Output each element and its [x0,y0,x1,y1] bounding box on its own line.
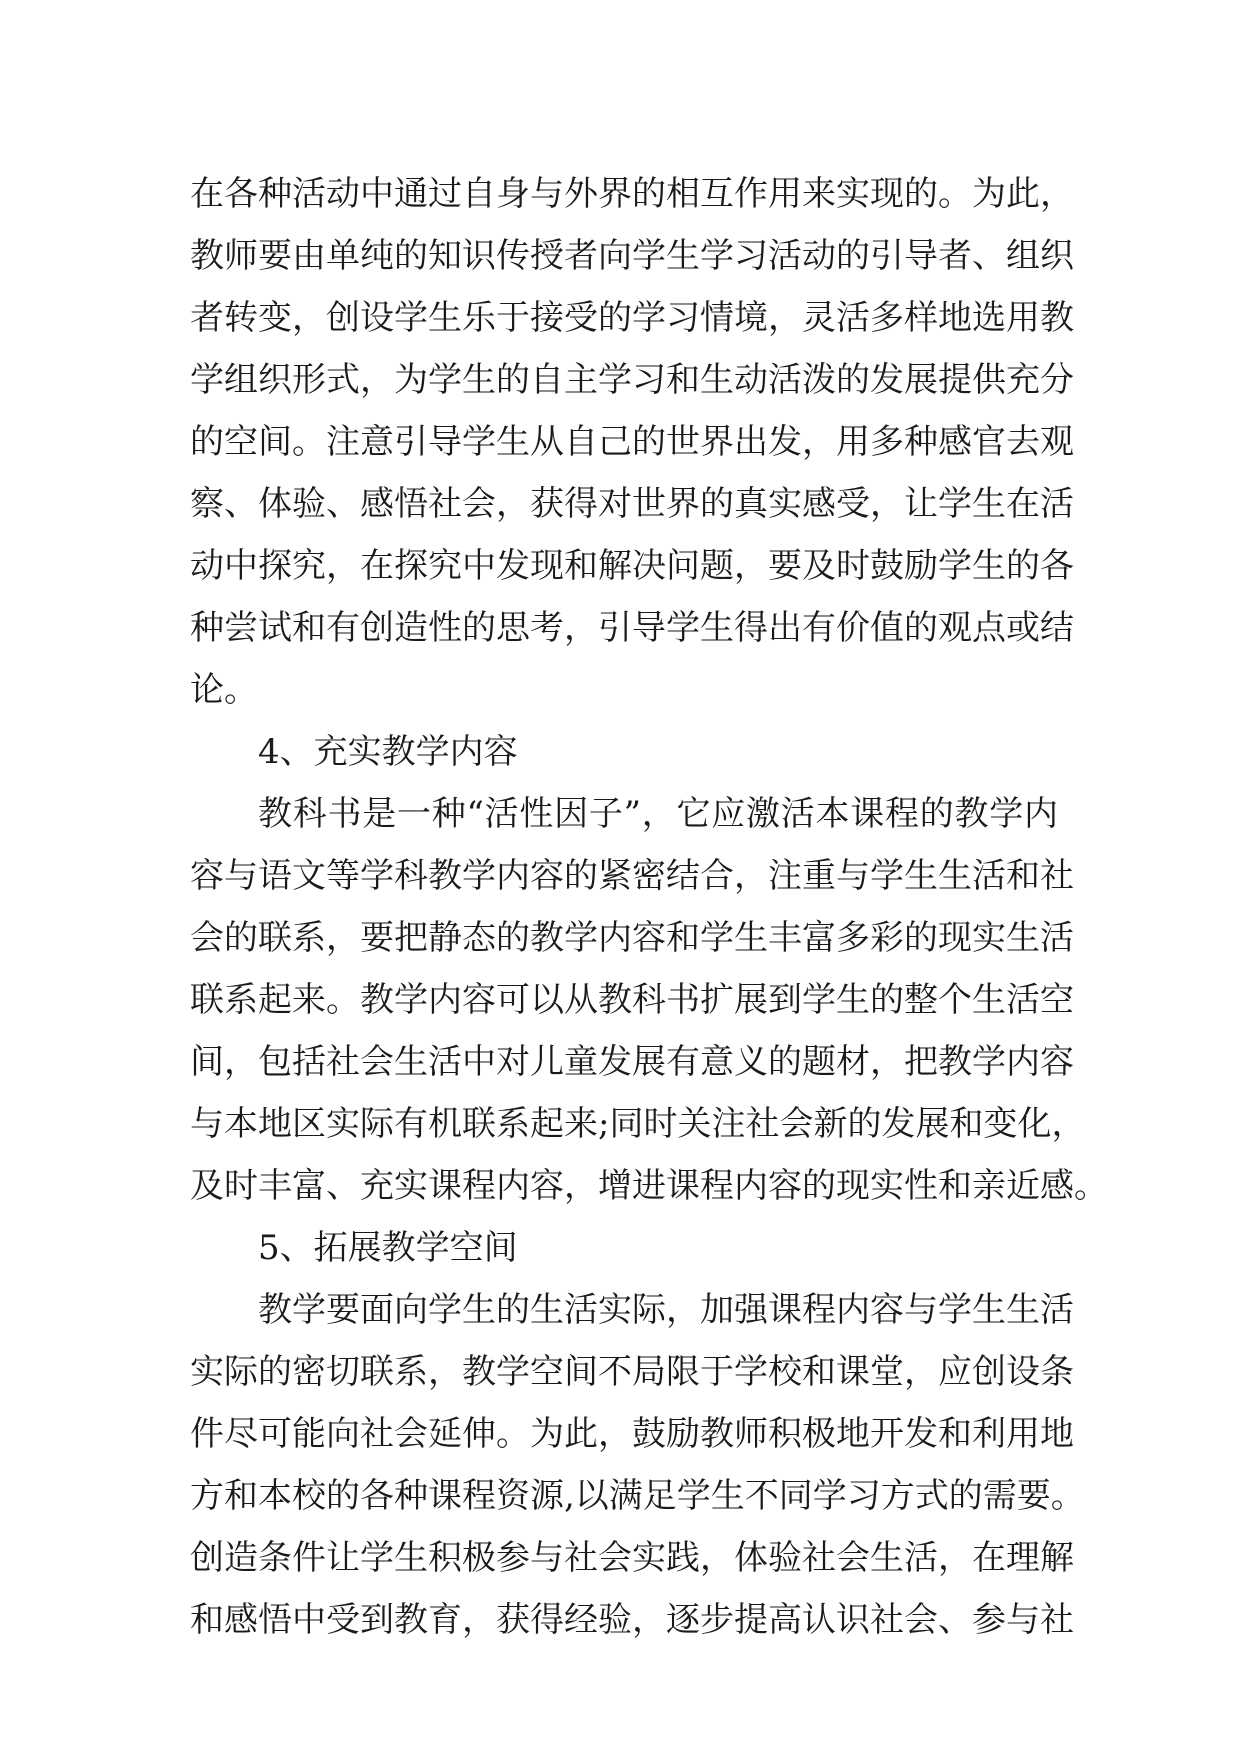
section-heading: 4、充实教学内容 [258,732,518,772]
text-line: 联系起来。教学内容可以从教科书扩展到学生的整个生活空 [190,980,1074,1020]
text-line: 论。 [190,670,258,710]
text-line: 会的联系，要把静态的教学内容和学生丰富多彩的现实生活 [190,918,1074,958]
text-line: 创造条件让学生积极参与社会实践，体验社会生活，在理解 [190,1538,1074,1578]
text-line: 件尽可能向社会延伸。为此，鼓励教师积极地开发和利用地 [190,1414,1074,1454]
text-line: 与本地区实际有机联系起来;同时关注社会新的发展和变化， [190,1104,1086,1144]
text-line: 方和本校的各种课程资源,以满足学生不同学习方式的需要。 [190,1476,1085,1516]
text-line: 者转变，创设学生乐于接受的学习情境，灵活多样地选用教 [190,298,1074,338]
text-line: 教科书是一种“活性因子”，它应激活本课程的教学内 [258,794,1058,834]
text-line: 间，包括社会生活中对儿童发展有意义的题材，把教学内容 [190,1042,1074,1082]
document-page [190,163,1108,1651]
text-line: 和感悟中受到教育，获得经验，逐步提高认识社会、参与社 [190,1600,1074,1640]
section-heading: 5、拓展教学空间 [258,1228,518,1268]
text-line: 在各种活动中通过自身与外界的相互作用来实现的。为此， [190,174,1074,214]
text-line: 学组织形式，为学生的自主学习和生动活泼的发展提供充分 [190,360,1074,400]
text-line: 察、体验、感悟社会，获得对世界的真实感受，让学生在活 [190,484,1074,524]
text-line: 容与语文等学科教学内容的紧密结合，注重与学生生活和社 [190,856,1074,896]
text-line: 种尝试和有创造性的思考，引导学生得出有价值的观点或结 [190,608,1074,648]
text-line: 教学要面向学生的生活实际，加强课程内容与学生生活 [258,1290,1074,1330]
text-line: 动中探究，在探究中发现和解决问题，要及时鼓励学生的各 [190,546,1074,586]
text-line: 教师要由单纯的知识传授者向学生学习活动的引导者、组织 [190,236,1074,276]
text-line: 及时丰富、充实课程内容，增进课程内容的现实性和亲近感。 [190,1166,1108,1206]
text-line: 实际的密切联系，教学空间不局限于学校和课堂，应创设条 [190,1352,1074,1392]
text-line: 的空间。注意引导学生从自己的世界出发，用多种感官去观 [190,422,1074,462]
